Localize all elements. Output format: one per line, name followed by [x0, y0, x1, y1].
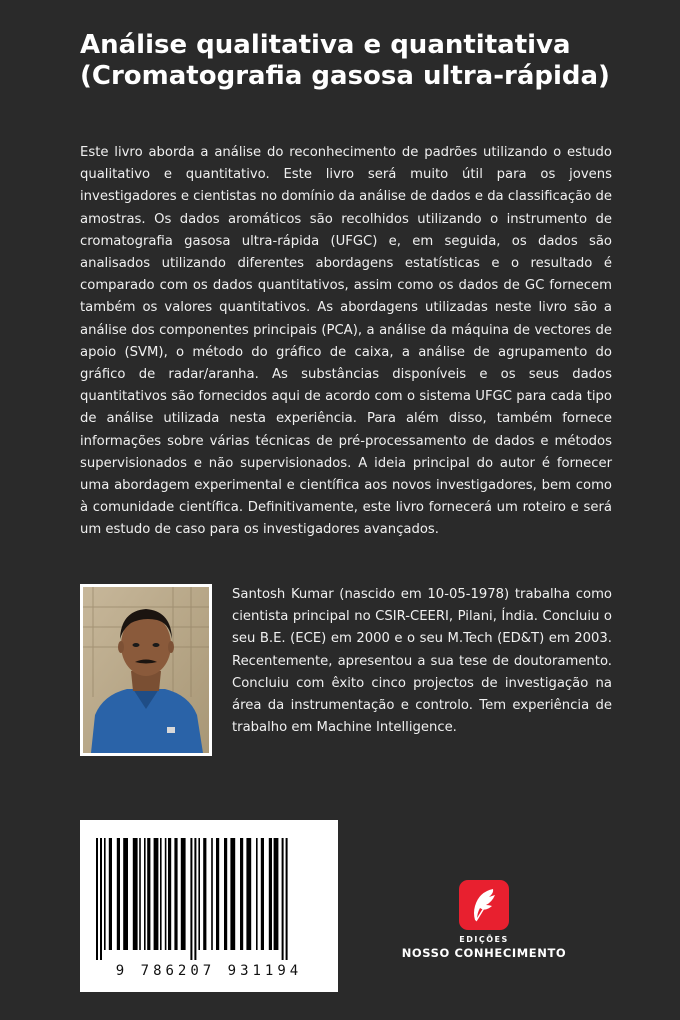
book-synopsis: Este livro aborda a análise do reconhecimento de padrões utilizando o estudo qualitativo e quantitativo. Este livro será muito útil para os jovens investigadores e cientistas no domínio da análise de dados e da classificação de amostras. Os dados aromáticos são recolhidos utilizando o instrumento de cromatografia gasosa ultra-rápida (UFGC) e, em seguida, os dados são analisados utilizando diferentes abordagens estatísticas e o resultado é comparado com os dados quantitativos, assim como os dados de GC fornecem também os valores quantitativos. As abordagens utilizadas neste livro são a análise dos componentes principais (PCA), a análise da máquina de vectores de apoio (SVM), o método do gráfico de caixa, a análise de agrupamento do gráfico de radar/aranha. As substâncias disponíveis e os seus dados quantitativos são fornecidos aqui de acordo com o sistema UFGC para cada tipo de análise utilizada nesta experiência. Para além disso, também fornece informações sobre várias técnicas de pré-processamento de dados e métodos supervisionados e não supervisionados. A ideia principal do autor é fornecer uma abordagem experimental e científica aos novos investigadores, bem como à comunidade científica. Definitivamente, este livro fornecerá um roteiro e será um estudo de caso para os investigadores avançados.	[80, 145, 612, 538]
book-title: Análise qualitativa e quantitativa (Cromatografia gasosa ultra-rápida)	[80, 30, 610, 91]
publisher-line1: EDIÇÕES	[459, 935, 509, 944]
quill-feather-icon	[459, 880, 509, 930]
barcode-bar	[168, 838, 171, 950]
barcode-bar	[117, 838, 120, 950]
barcode-bar	[224, 838, 227, 950]
author-portrait-icon	[83, 587, 209, 753]
barcode-bar	[160, 838, 162, 950]
barcode-bar	[174, 838, 177, 950]
barcode-bar	[139, 838, 141, 950]
barcode-bar	[109, 838, 112, 950]
barcode-bar	[147, 838, 150, 950]
isbn-barcode	[80, 820, 338, 992]
barcode-bar	[100, 838, 102, 960]
barcode-bar	[104, 838, 106, 950]
barcode-bar	[165, 838, 167, 950]
barcode-bar	[96, 838, 98, 960]
barcode-bar	[133, 838, 138, 950]
publisher-name: NOSSO CONHECIMENTO	[401, 946, 567, 960]
isbn-number: 9 786207 931194	[115, 963, 303, 979]
barcode-bar	[203, 838, 206, 950]
barcode-bars	[94, 838, 324, 960]
barcode-bar	[198, 838, 200, 950]
barcode-bar	[190, 838, 192, 960]
author-photo	[80, 584, 212, 756]
barcode-bar	[181, 838, 186, 950]
barcode-bar	[216, 838, 219, 950]
barcode-bar	[246, 838, 251, 950]
author-bio: Santosh Kumar (nascido em 10-05-1978) trabalha como cientista principal no CSIR-CEERI, Pilani, Índia. Concluiu o seu B.E. (ECE) em 2000 e o seu M.Tech (ED&T) em 2003. Recentemente, apresentou a sua tese de doutoramento. Concluiu com êxito cinco projectos de investigação na área da instrumentação e controlo. Tem experiência de trabalho em Machine Intelligence.	[232, 587, 612, 736]
barcode-bar	[256, 838, 258, 950]
barcode-bar	[261, 838, 264, 950]
barcode-bar	[194, 838, 196, 960]
barcode-bar	[240, 838, 243, 950]
barcode-bar	[282, 838, 284, 960]
barcode-bar	[269, 838, 272, 950]
barcode-bar	[211, 838, 213, 950]
barcode-bar	[123, 838, 128, 950]
barcode-bar	[274, 838, 279, 950]
barcode-bar	[144, 838, 146, 950]
barcode-bar	[286, 838, 288, 960]
barcode-bar	[154, 838, 159, 950]
barcode-bar	[230, 838, 235, 950]
publisher-logo	[398, 880, 570, 960]
